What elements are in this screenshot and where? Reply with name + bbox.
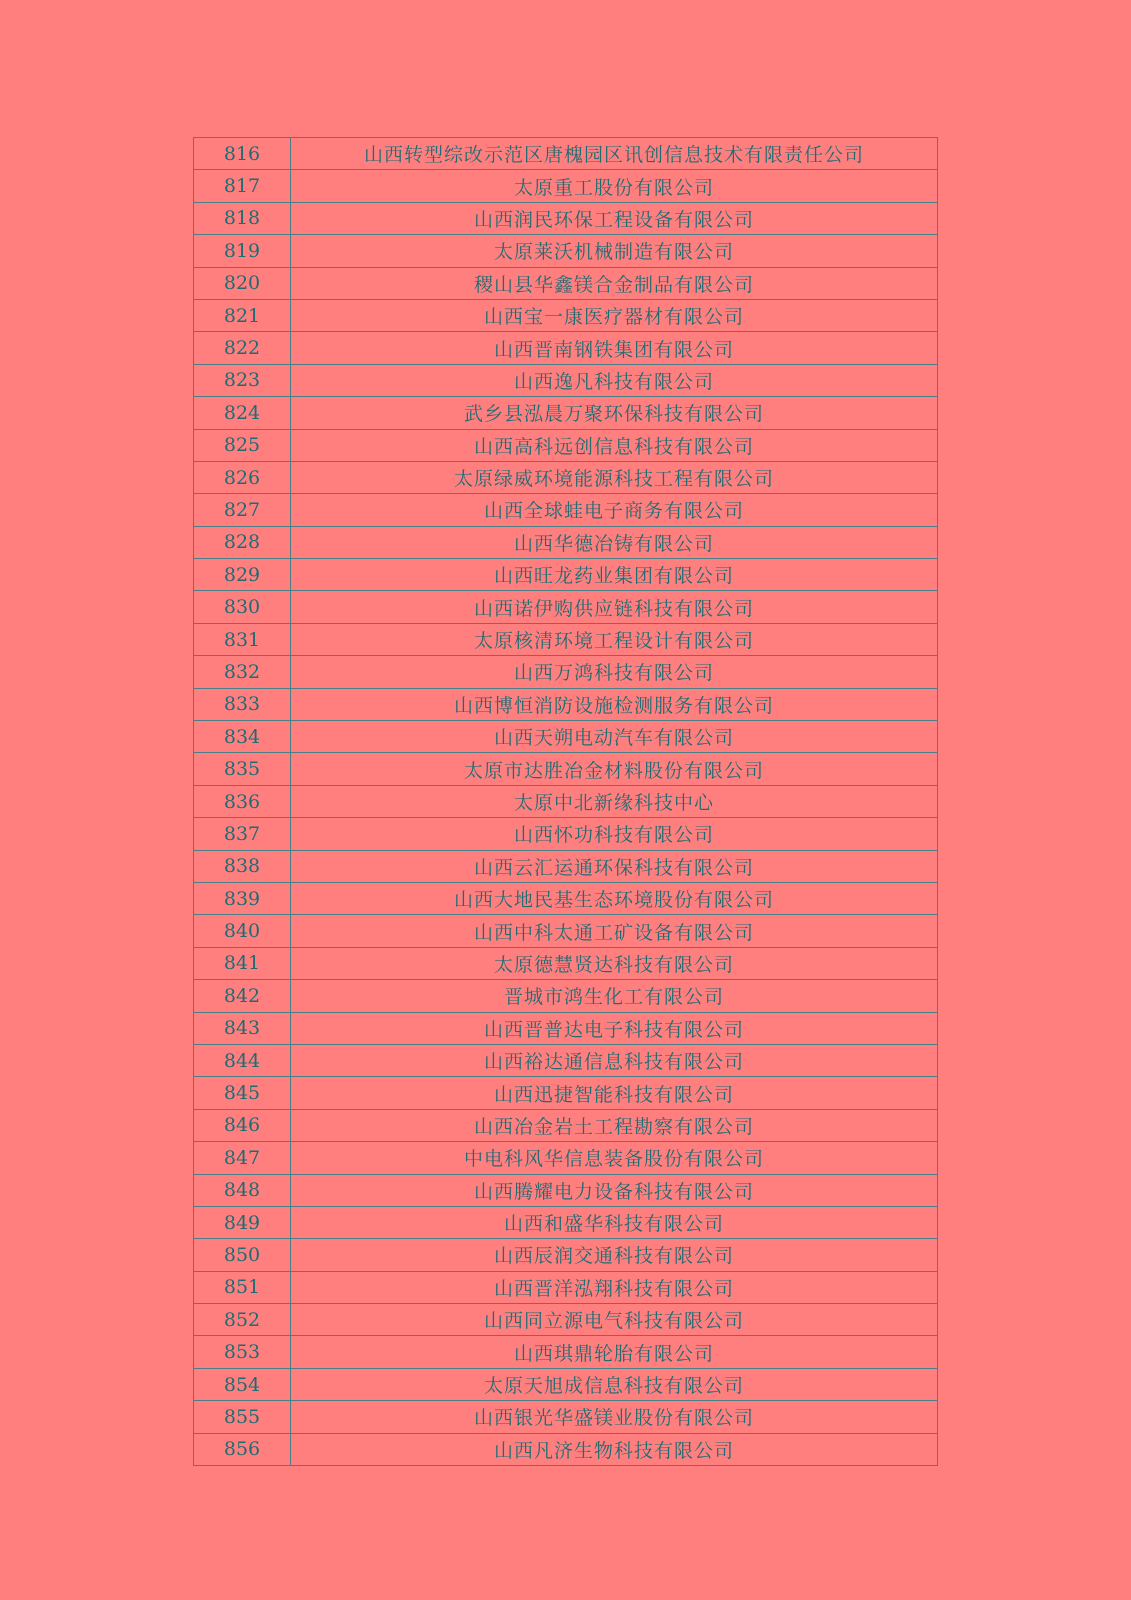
company-name-cell: 山西云汇运通环保科技有限公司	[291, 850, 938, 882]
company-name-cell: 山西晋南钢铁集团有限公司	[291, 332, 938, 364]
company-name-cell: 山西大地民基生态环境股份有限公司	[291, 882, 938, 914]
company-name-cell: 山西腾耀电力设备科技有限公司	[291, 1174, 938, 1206]
row-number-cell: 816	[194, 138, 291, 170]
company-name-cell: 山西琪鼎轮胎有限公司	[291, 1336, 938, 1368]
table-row	[194, 818, 938, 850]
company-name-cell: 山西中科太通工矿设备有限公司	[291, 915, 938, 947]
table-row	[194, 915, 938, 947]
row-number-cell: 839	[194, 882, 291, 914]
row-number-cell: 829	[194, 559, 291, 591]
table-row	[194, 299, 938, 331]
row-number-cell: 837	[194, 818, 291, 850]
row-number-cell: 826	[194, 461, 291, 493]
table-row	[194, 364, 938, 396]
company-name-cell: 山西同立源电气科技有限公司	[291, 1304, 938, 1336]
company-name-cell: 山西冶金岩土工程勘察有限公司	[291, 1109, 938, 1141]
table-row	[194, 559, 938, 591]
company-name-cell: 山西华德冶铸有限公司	[291, 526, 938, 558]
table-row	[194, 1336, 938, 1368]
row-number-cell: 828	[194, 526, 291, 558]
company-name-cell: 山西和盛华科技有限公司	[291, 1206, 938, 1238]
table-row	[194, 1109, 938, 1141]
company-name-cell: 山西辰润交通科技有限公司	[291, 1239, 938, 1271]
row-number-cell: 821	[194, 299, 291, 331]
table-row	[194, 1044, 938, 1076]
row-number-cell: 848	[194, 1174, 291, 1206]
row-number-cell: 842	[194, 980, 291, 1012]
row-number-cell: 819	[194, 235, 291, 267]
table-row	[194, 591, 938, 623]
company-name-cell: 山西天朔电动汽车有限公司	[291, 721, 938, 753]
row-number-cell: 818	[194, 202, 291, 234]
row-number-cell: 834	[194, 721, 291, 753]
table-row	[194, 332, 938, 364]
table-body	[194, 138, 938, 1466]
table-row	[194, 1206, 938, 1238]
company-name-cell: 太原绿威环境能源科技工程有限公司	[291, 461, 938, 493]
table-row	[194, 1142, 938, 1174]
table-row	[194, 947, 938, 979]
company-name-cell: 太原德慧贤达科技有限公司	[291, 947, 938, 979]
company-name-cell: 中电科风华信息装备股份有限公司	[291, 1142, 938, 1174]
table-row	[194, 721, 938, 753]
table-row	[194, 1368, 938, 1400]
row-number-cell: 841	[194, 947, 291, 979]
row-number-cell: 823	[194, 364, 291, 396]
company-name-cell: 山西旺龙药业集团有限公司	[291, 559, 938, 591]
company-name-cell: 山西晋洋泓翔科技有限公司	[291, 1271, 938, 1303]
row-number-cell: 820	[194, 267, 291, 299]
company-name-cell: 山西宝一康医疗器材有限公司	[291, 299, 938, 331]
table-row	[194, 526, 938, 558]
row-number-cell: 855	[194, 1401, 291, 1433]
table-row	[194, 980, 938, 1012]
row-number-cell: 817	[194, 170, 291, 202]
company-name-cell: 山西诺伊购供应链科技有限公司	[291, 591, 938, 623]
table-row	[194, 753, 938, 785]
row-number-cell: 840	[194, 915, 291, 947]
company-name-cell: 太原核清环境工程设计有限公司	[291, 623, 938, 655]
company-name-cell: 山西万鸿科技有限公司	[291, 656, 938, 688]
row-number-cell: 833	[194, 688, 291, 720]
table-row	[194, 1239, 938, 1271]
company-list-table	[193, 137, 938, 1466]
row-number-cell: 851	[194, 1271, 291, 1303]
company-name-cell: 山西凡济生物科技有限公司	[291, 1433, 938, 1465]
row-number-cell: 847	[194, 1142, 291, 1174]
row-number-cell: 854	[194, 1368, 291, 1400]
row-number-cell: 836	[194, 785, 291, 817]
company-name-cell: 武乡县泓晨万聚环保科技有限公司	[291, 397, 938, 429]
company-name-cell: 山西晋普达电子科技有限公司	[291, 1012, 938, 1044]
company-name-cell: 山西博恒消防设施检测服务有限公司	[291, 688, 938, 720]
company-name-cell: 山西润民环保工程设备有限公司	[291, 202, 938, 234]
row-number-cell: 835	[194, 753, 291, 785]
row-number-cell: 824	[194, 397, 291, 429]
company-name-cell: 山西怀功科技有限公司	[291, 818, 938, 850]
row-number-cell: 822	[194, 332, 291, 364]
company-name-cell: 山西裕达通信息科技有限公司	[291, 1044, 938, 1076]
company-name-cell: 山西逸凡科技有限公司	[291, 364, 938, 396]
row-number-cell: 846	[194, 1109, 291, 1141]
company-name-cell: 山西银光华盛镁业股份有限公司	[291, 1401, 938, 1433]
company-name-cell: 山西高科远创信息科技有限公司	[291, 429, 938, 461]
table-row	[194, 494, 938, 526]
table-row	[194, 688, 938, 720]
company-name-cell: 山西全球蛙电子商务有限公司	[291, 494, 938, 526]
table-row	[194, 429, 938, 461]
company-name-cell: 山西迅捷智能科技有限公司	[291, 1077, 938, 1109]
table-row	[194, 785, 938, 817]
row-number-cell: 827	[194, 494, 291, 526]
table-row	[194, 138, 938, 170]
row-number-cell: 845	[194, 1077, 291, 1109]
company-name-cell: 太原莱沃机械制造有限公司	[291, 235, 938, 267]
row-number-cell: 831	[194, 623, 291, 655]
company-name-cell: 山西转型综改示范区唐槐园区讯创信息技术有限责任公司	[291, 138, 938, 170]
table-row	[194, 850, 938, 882]
row-number-cell: 850	[194, 1239, 291, 1271]
table-row	[194, 202, 938, 234]
table-row	[194, 235, 938, 267]
company-name-cell: 太原中北新缘科技中心	[291, 785, 938, 817]
row-number-cell: 825	[194, 429, 291, 461]
table-row	[194, 397, 938, 429]
table-row	[194, 461, 938, 493]
table-row	[194, 1433, 938, 1465]
table-row	[194, 267, 938, 299]
table-row	[194, 1012, 938, 1044]
company-name-cell: 稷山县华鑫镁合金制品有限公司	[291, 267, 938, 299]
row-number-cell: 843	[194, 1012, 291, 1044]
table-row	[194, 170, 938, 202]
row-number-cell: 832	[194, 656, 291, 688]
table-row	[194, 1304, 938, 1336]
table-row	[194, 1271, 938, 1303]
row-number-cell: 838	[194, 850, 291, 882]
company-name-cell: 太原市达胜冶金材料股份有限公司	[291, 753, 938, 785]
row-number-cell: 844	[194, 1044, 291, 1076]
table-row	[194, 623, 938, 655]
row-number-cell: 849	[194, 1206, 291, 1238]
company-name-cell: 太原重工股份有限公司	[291, 170, 938, 202]
company-name-cell: 太原天旭成信息科技有限公司	[291, 1368, 938, 1400]
table-row	[194, 1174, 938, 1206]
table-row	[194, 656, 938, 688]
table-row	[194, 1077, 938, 1109]
row-number-cell: 830	[194, 591, 291, 623]
row-number-cell: 853	[194, 1336, 291, 1368]
row-number-cell: 852	[194, 1304, 291, 1336]
row-number-cell: 856	[194, 1433, 291, 1465]
company-name-cell: 晋城市鸿生化工有限公司	[291, 980, 938, 1012]
table-row	[194, 1401, 938, 1433]
table-row	[194, 882, 938, 914]
